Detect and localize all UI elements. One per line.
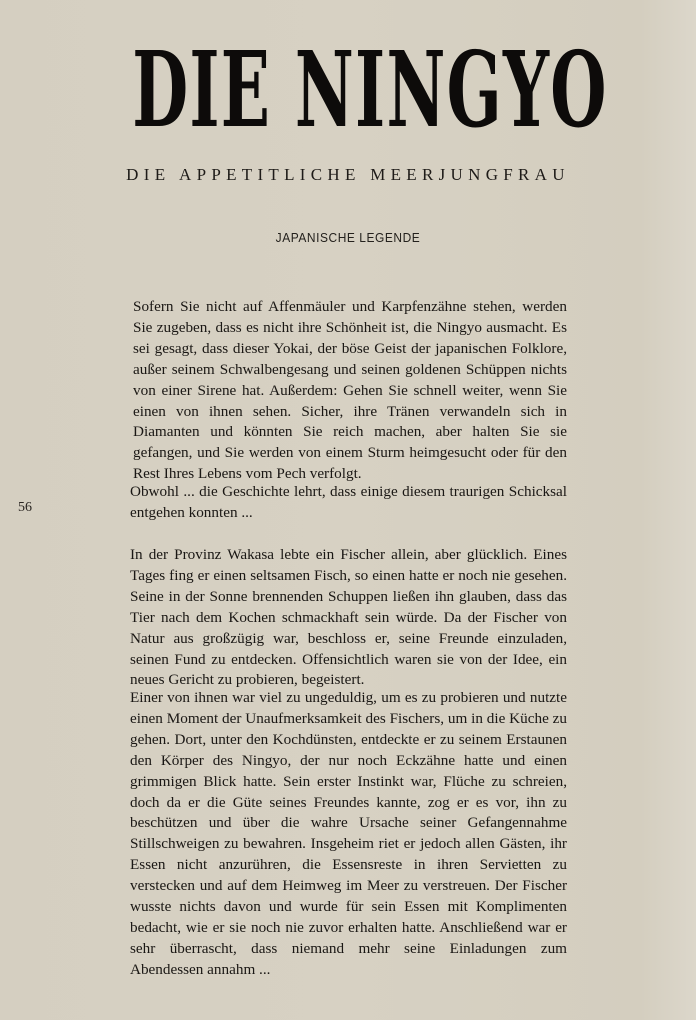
category-label: JAPANISCHE LEGENDE: [275, 230, 421, 245]
paragraph-transition: Obwohl ... die Geschichte lehrt, dass einige diesem traurigen Schicksal entgehen konnten ...: [130, 483, 567, 521]
title-block: [0, 0, 696, 150]
paragraph-story-2: Einer von ihnen war viel zu ungeduldig, um es zu probieren und nutzte einen Moment der Unaufmerksamkeit des Fischers, um in die Küche zu gehen. Dort, unter den Kochdünsten, entdeckte er zu seinem Erstaunen den Körper des Ningyo, der nur noch Eckzähne hatte und einen grimmigen Blick hatte. Sein erster Instinkt war, Flüche zu schreien, doch da er die Güte seines Freundes kannte, zog er es vor, ihn zu beschützen und über die wahre Ursache seiner Gefangennahme Stillschweigen zu bewahren. Insgeheim riet er jedoch allen Gästen, ihr Essen nicht anzurühren, die Essensreste in ihren Servietten zu verstecken und auf dem Heimweg im Meer zu verstreuen. Der Fischer wusste nichts davon und wurde für sein Essen mit Komplimenten bedacht, wie er sie noch nie zuvor erhalten hatte. Anschließend war er sehr überrascht, dass niemand mehr seine Einladungen zum Abendessen annahm ...: [130, 689, 567, 978]
paragraph-story-1: In der Provinz Wakasa lebte ein Fischer allein, aber glücklich. Eines Tages fing er einen seltsamen Fisch, so einen hatte er noch nie gesehen. Seine in der Sonne brennenden Schuppen ließen ihn glauben, dass das Tier nach dem Kochen schmackhaft sein würde. Da der Fischer von Natur aus großzügig war, beschloss er, seine Freunde einzuladen, seinen Fund zu entdecken. Offensichtlich waren sie von der Idee, ein neues Gericht zu probieren, begeistert.: [130, 546, 567, 689]
page-title: DIE NINGYO: [132, 28, 608, 151]
paragraph-intro: Sofern Sie nicht auf Affenmäuler und Karpfenzähne stehen, werden Sie zugeben, dass es nicht ihre Schönheit ist, die Ningyo ausmacht. Es sei gesagt, dass dieser Yokai, der böse Geist der japanischen Folklore, außer seinem Schwalbengesang und seinen goldenen Schüppen nichts von einer Sirene hat. Außerdem: Gehen Sie schnell weiter, wenn Sie einen von ihnen sehen. Sicher, ihre Tränen verwandeln sich in Diamanten und könnten Sie reich machen, aber halten Sie sie gefangen, und Sie werden von einem Sturm heimgesucht oder für den Rest Ihres Lebens vom Pech verfolgt.: [133, 298, 567, 483]
page-subtitle: DIE APPETITLICHE MEERJUNGFRAU: [126, 165, 570, 184]
page-number: 56: [18, 500, 32, 515]
